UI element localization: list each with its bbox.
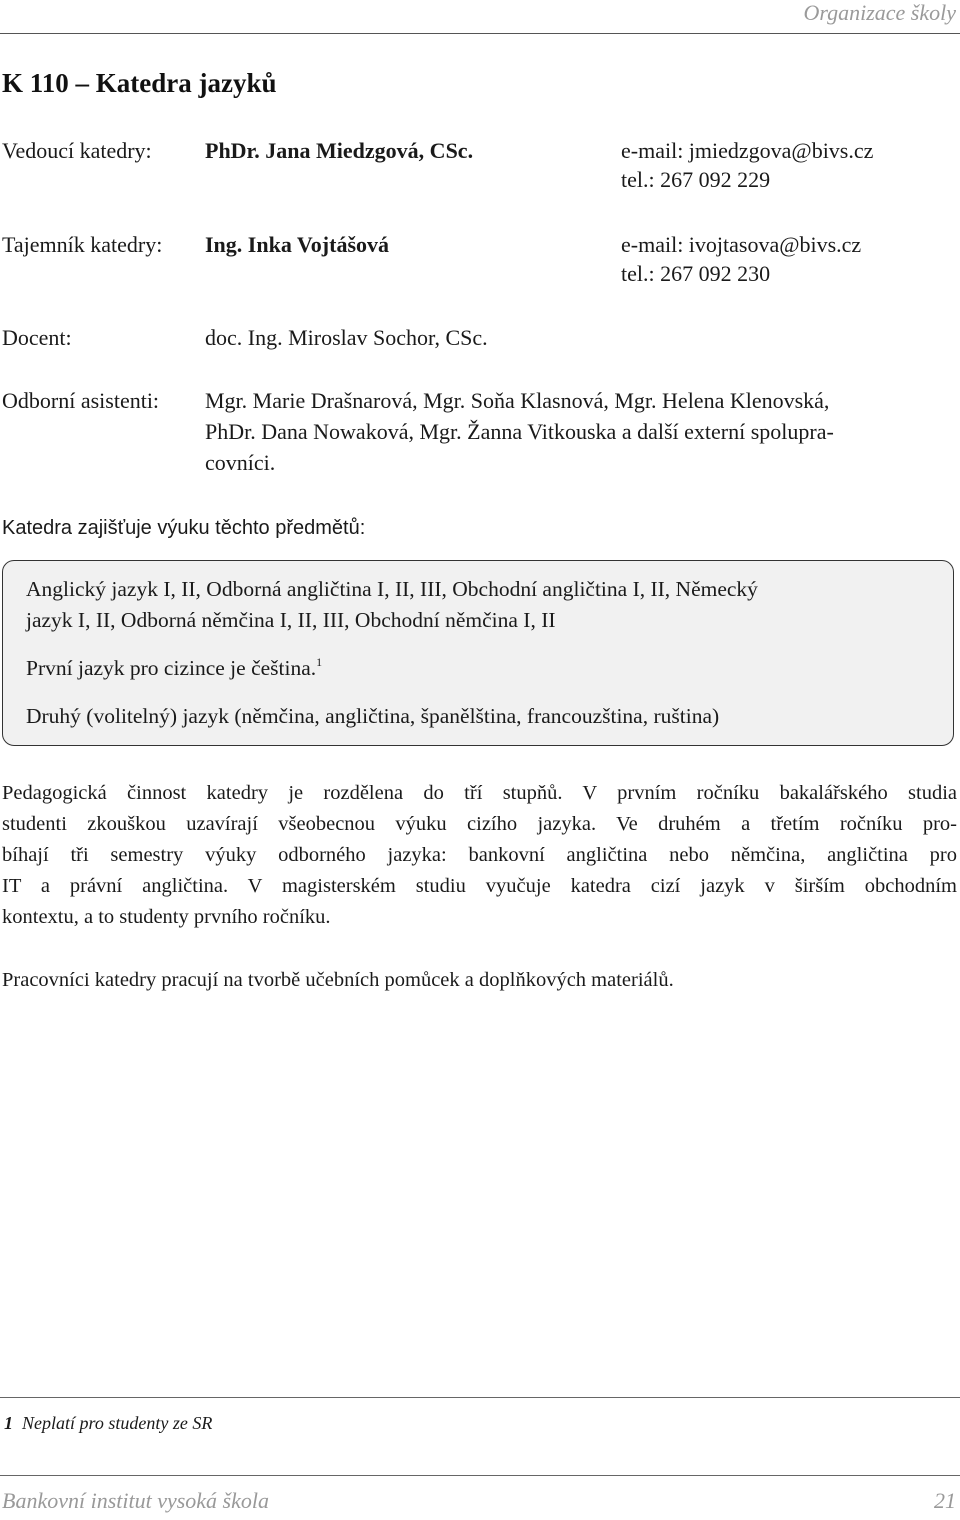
footnote-text: Neplatí pro studenty ze SR <box>22 1413 213 1433</box>
running-header: Organizace školy <box>803 0 956 25</box>
materials-paragraph <box>2 965 957 996</box>
paragraph-line: bíhají tři semestry výuky odborného jazyka: bankovní angličtina nebo němčina, angličtina pro <box>2 844 957 866</box>
paragraph-line: IT a právní angličtina. V magisterském studiu vyučuje katedra cizí jazyk v širším obchodním <box>2 875 957 897</box>
paragraph-line: Pracovníci katedry pracují na tvorbě učebních pomůcek a doplňkových materiálů. <box>2 969 674 991</box>
assistants-line: PhDr. Dana Nowaková, Mgr. Žanna Vitkouska a další externí spolupra- <box>205 419 834 444</box>
head-name: PhDr. Jana Miedzgová, CSc. <box>205 138 474 163</box>
assistants-line: covníci. <box>205 450 276 475</box>
page-number: 21 <box>934 1488 956 1513</box>
secretary-role-label: Tajemník katedry: <box>2 232 163 257</box>
header-rule <box>0 33 960 34</box>
page-heading: K 110 – Katedra jazyků <box>2 68 277 98</box>
docent-role-label: Docent: <box>2 325 72 350</box>
subjects-intro: Katedra zajišťuje výuku těchto předmětů: <box>2 517 366 539</box>
first-language-text: První jazyk pro cizince je čeština. <box>26 656 317 680</box>
subjects-line: Anglický jazyk I, II, Odborná angličtina I, II, III, Obchodní angličtina I, II, Německý <box>26 577 758 601</box>
footnote <box>4 1413 212 1434</box>
head-phone: tel.: 267 092 229 <box>621 167 771 192</box>
footnote-rule <box>0 1397 960 1398</box>
footer-institution: Bankovní institut vysoká škola <box>2 1488 269 1513</box>
paragraph-line: Pedagogická činnost katedry je rozdělena do tří stupňů. V prvním ročníku bakalářského studia <box>2 782 957 804</box>
pedagogy-paragraph <box>2 778 957 933</box>
first-language-note <box>26 653 322 684</box>
footer-rule <box>0 1475 960 1476</box>
secretary-name: Ing. Inka Vojtášová <box>205 232 390 257</box>
head-email[interactable]: e-mail: jmiedzgova@bivs.cz <box>621 138 874 163</box>
head-role-label: Vedoucí katedry: <box>2 138 152 163</box>
paragraph-line: kontextu, a to studenty prvního ročníku. <box>2 906 331 928</box>
second-language-note: Druhý (volitelný) jazyk (němčina, angličtina, španělština, francouzština, ruština) <box>26 704 720 728</box>
secretary-phone: tel.: 267 092 230 <box>621 261 771 286</box>
docent-name: doc. Ing. Miroslav Sochor, CSc. <box>205 325 488 350</box>
subjects-line: jazyk I, II, Odborná němčina I, II, III, Obchodní němčina I, II <box>26 608 556 632</box>
subjects-box <box>2 560 954 746</box>
paragraph-line: studenti zkouškou uzavírají všeobecnou výuku cizího jazyka. Ve druhém a třetím ročníku pro- <box>2 813 957 835</box>
footnote-number: 1 <box>4 1413 13 1433</box>
assistants-line: Mgr. Marie Drašnarová, Mgr. Soňa Klasnová, Mgr. Helena Klenovská, <box>205 388 830 413</box>
secretary-email[interactable]: e-mail: ivojtasova@bivs.cz <box>621 232 862 257</box>
assistants-role-label: Odborní asistenti: <box>2 388 160 413</box>
footnote-ref: 1 <box>316 655 323 669</box>
